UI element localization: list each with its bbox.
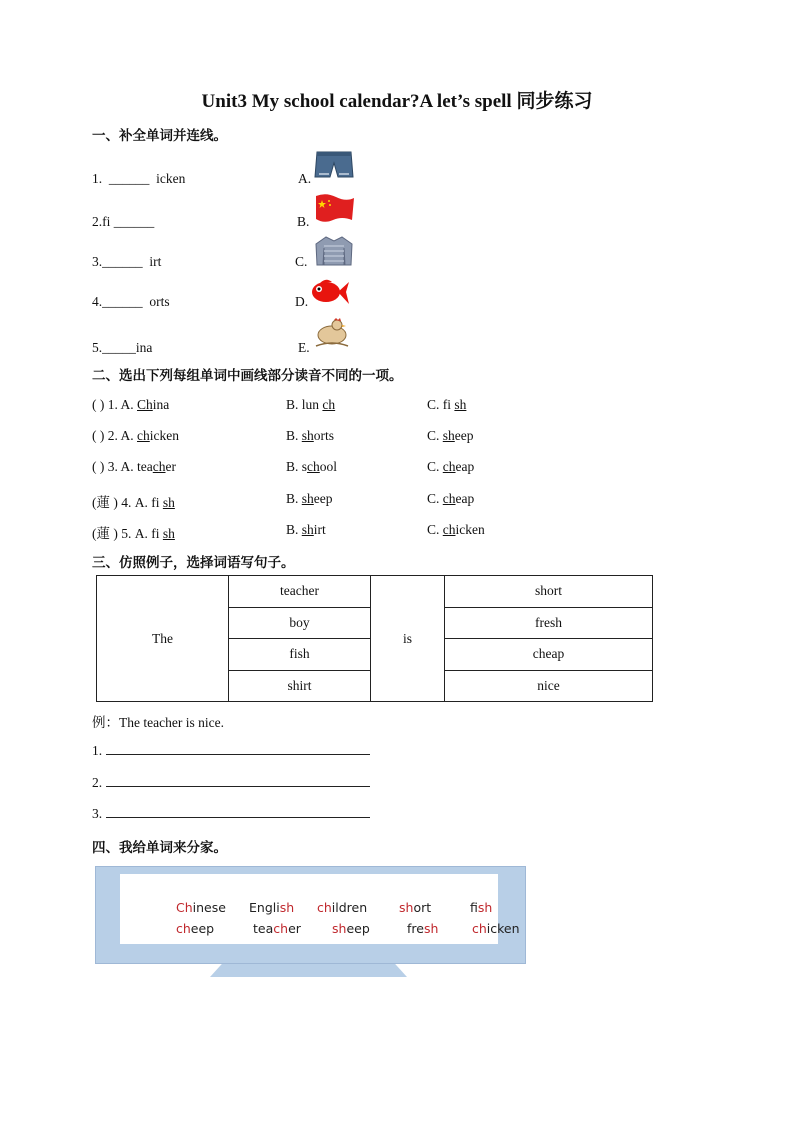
answer-line-3[interactable]: 3. xyxy=(92,805,370,822)
blank[interactable]: ______ xyxy=(102,294,143,309)
adjective-cell: cheap xyxy=(445,639,653,671)
adjective-cell: short xyxy=(445,576,653,608)
noun-cell: shirt xyxy=(229,670,371,702)
choice-row-2-b: B. shorts xyxy=(286,428,335,443)
choice-row-5-b: B. shirt xyxy=(286,522,326,537)
choice-row-4: (蓮 ) 4. A. fi sh xyxy=(92,495,175,510)
option-a-label: A. xyxy=(298,171,312,186)
section3-heading: 三、仿照例子，选择词语写句子。 xyxy=(92,555,295,571)
sweater-icon xyxy=(314,236,354,266)
word-board-stand xyxy=(210,964,407,977)
chicken-icon xyxy=(312,318,352,348)
word-item: sheep xyxy=(332,921,370,936)
sentence-table xyxy=(96,575,653,702)
word-item: Chinese xyxy=(176,900,226,915)
choice-row-1-c: C. fi sh xyxy=(427,397,467,412)
match-item-2: 2.fi ______ xyxy=(92,214,155,229)
option-e-label: E. xyxy=(298,340,310,355)
choice-row-3: ( ) 3. A. teacher xyxy=(92,459,177,474)
blank[interactable]: _____ xyxy=(102,340,136,355)
flag-icon xyxy=(314,193,354,223)
choice-row-1: ( ) 1. A. China xyxy=(92,397,170,412)
match-item-4: 4.______ orts xyxy=(92,294,170,309)
choice-row-5: (蓮 ) 5. A. fi sh xyxy=(92,526,175,541)
choice-row-4-c: C. cheap xyxy=(427,491,475,506)
match-item-3: 3.______ irt xyxy=(92,254,162,269)
choice-row-2-c: C. sheep xyxy=(427,428,474,443)
answer-line-1[interactable]: 1. xyxy=(92,742,370,759)
choice-row-5-c: C. chicken xyxy=(427,522,485,537)
blank[interactable]: ______ xyxy=(113,214,155,229)
noun-cell: teacher xyxy=(229,576,371,608)
section4-heading: 四、我给单词来分家。 xyxy=(92,840,227,856)
word-item: fish xyxy=(470,900,493,915)
answer-bracket[interactable]: ( ) xyxy=(92,397,105,412)
fish-icon xyxy=(310,277,350,307)
word-item: cheep xyxy=(176,921,215,936)
word-item: chicken xyxy=(472,921,520,936)
noun-cell: fish xyxy=(229,639,371,671)
blank[interactable]: ______ xyxy=(108,171,150,186)
option-b-label: B. xyxy=(297,214,310,229)
word-item: children xyxy=(317,900,368,915)
choice-row-2: ( ) 2. A. chicken xyxy=(92,428,180,443)
match-item-5: 5._____ina xyxy=(92,340,153,355)
example-sentence: 例：The teacher is nice. xyxy=(92,715,224,730)
match-item-1: 1. ______ icken xyxy=(92,171,186,186)
word-item: short xyxy=(399,900,432,915)
choice-row-3-c: C. cheap xyxy=(427,459,475,474)
choice-row-1-b: B. lun ch xyxy=(286,397,336,412)
adjective-cell: nice xyxy=(445,670,653,702)
page-title: Unit3 My school calendar?A let’s spell 同步练习 xyxy=(201,91,593,112)
answer-line-2[interactable]: 2. xyxy=(92,774,370,791)
word-item: teacher xyxy=(253,921,301,936)
adjective-cell: fresh xyxy=(445,607,653,639)
option-c-label: C. xyxy=(295,254,308,269)
choice-row-4-b: B. sheep xyxy=(286,491,333,506)
blank[interactable]: ______ xyxy=(102,254,143,269)
option-d-label: D. xyxy=(295,294,309,309)
subject-cell: The xyxy=(97,576,229,702)
answer-bracket[interactable]: ( ) xyxy=(92,428,105,443)
answer-bracket[interactable]: (蓮 ) xyxy=(92,526,118,541)
word-item: English xyxy=(249,900,295,915)
word-item: fresh xyxy=(407,921,439,936)
noun-cell: boy xyxy=(229,607,371,639)
shorts-icon xyxy=(314,150,354,180)
section1-heading: 一、补全单词并连线。 xyxy=(92,128,227,144)
answer-bracket[interactable]: (蓮 ) xyxy=(92,495,118,510)
choice-row-3-b: B. school xyxy=(286,459,338,474)
answer-bracket[interactable]: ( ) xyxy=(92,459,105,474)
section2-heading: 二、选出下列每组单词中画线部分读音不同的一项。 xyxy=(92,368,403,384)
verb-cell: is xyxy=(371,576,445,702)
